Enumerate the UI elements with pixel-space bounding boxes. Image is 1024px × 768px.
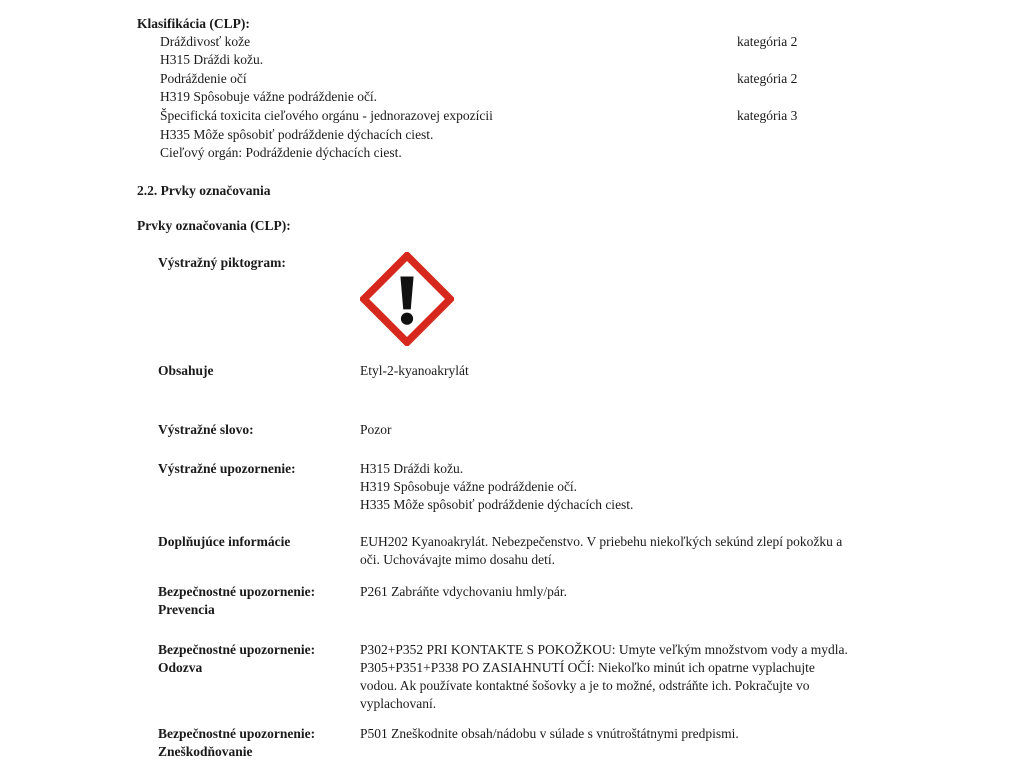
- response-line: P302+P352 PRI KONTAKTE S POKOŽKOU: Umyte veľkým množstvom vody a mydla.: [360, 642, 848, 657]
- prevention-label: [158, 583, 315, 619]
- response-line: P305+P351+P338 PO ZASIAHNUTÍ OČÍ: Niekoľko minút ich opatrne vyplachujte: [360, 660, 815, 675]
- classification-heading: Klasifikácia (CLP):: [137, 16, 250, 31]
- hazard-statement: H319 Spôsobuje vážne podráždenie očí.: [360, 479, 578, 494]
- section-heading: 2.2. Prvky označovania: [137, 183, 271, 198]
- response-line: vodou. Ak používate kontaktné šošovky a je to možné, odstráňte ich. Pokračujte vo: [360, 678, 810, 693]
- classification-row: Podráždenie očí: [160, 71, 247, 86]
- prevention-label-line: Bezpečnostné upozornenie:: [158, 584, 316, 599]
- prevention-value: [360, 583, 567, 601]
- classification-row: Špecifická toxicita cieľového orgánu - jednorazovej expozícii: [160, 108, 493, 123]
- supplemental-line: EUH202 Kyanoakrylát. Nebezpečenstvo. V priebehu niekoľkých sekúnd zlepí pokožku a: [360, 534, 843, 549]
- signal-word-value: Pozor: [360, 422, 392, 437]
- contains-value: Etyl-2-kyanoakrylát: [360, 363, 469, 378]
- response-label: [158, 641, 315, 677]
- classification-category: kategória 2: [737, 71, 798, 86]
- response-label-line: Bezpečnostné upozornenie:: [158, 642, 316, 657]
- classification-row: H315 Dráždi kožu.: [160, 52, 264, 67]
- supplemental-info-value: [360, 533, 842, 569]
- exclamation-mark-ghs07-icon: [360, 252, 454, 346]
- response-label-line: Odozva: [158, 660, 203, 675]
- supplemental-info-label: Doplňujúce informácie: [158, 534, 291, 549]
- supplemental-line: oči. Uchovávajte mimo dosahu detí.: [360, 552, 555, 567]
- disposal-label: [158, 725, 315, 761]
- prevention-label-line: Prevencia: [158, 602, 215, 617]
- hazard-statements-value: [360, 460, 633, 514]
- classification-category: kategória 2: [737, 34, 798, 49]
- classification-row: H335 Môže spôsobiť podráždenie dýchacích ciest.: [160, 127, 434, 142]
- response-line: vyplachovaní.: [360, 696, 437, 711]
- disposal-line: P501 Zneškodnite obsah/nádobu v súlade s vnútroštátnymi predpismi.: [360, 726, 739, 741]
- disposal-value: [360, 725, 739, 743]
- pictogram-label: Výstražný piktogram:: [158, 255, 286, 270]
- response-value: [360, 641, 848, 713]
- classification-category: kategória 3: [737, 108, 798, 123]
- hazard-statements-label: Výstražné upozornenie:: [158, 461, 296, 476]
- classification-row: Dráždivosť kože: [160, 34, 251, 49]
- hazard-statement: H335 Môže spôsobiť podráždenie dýchacích ciest.: [360, 497, 634, 512]
- classification-row: Cieľový orgán: Podráždenie dýchacích ciest.: [160, 145, 402, 160]
- disposal-label-line: Bezpečnostné upozornenie:: [158, 726, 316, 741]
- hazard-statement: H315 Dráždi kožu.: [360, 461, 464, 476]
- disposal-label-line: Zneškodňovanie: [158, 744, 253, 759]
- classification-row: H319 Spôsobuje vážne podráždenie očí.: [160, 89, 378, 104]
- prevention-line: P261 Zabráňte vdychovaniu hmly/pár.: [360, 584, 567, 599]
- contains-label: Obsahuje: [158, 363, 214, 378]
- section-subheading: Prvky označovania (CLP):: [137, 218, 291, 233]
- signal-word-label: Výstražné slovo:: [158, 422, 254, 437]
